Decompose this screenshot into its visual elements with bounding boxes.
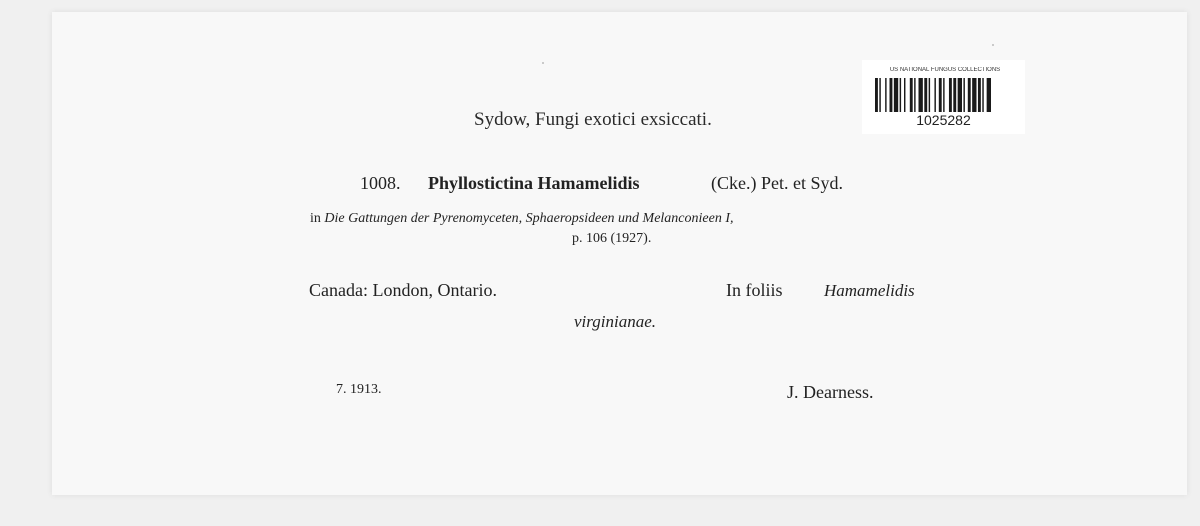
speck	[992, 44, 994, 46]
barcode-bar	[919, 78, 923, 112]
barcode-bar	[949, 78, 952, 112]
barcode-bar	[900, 78, 901, 112]
barcode-bar	[885, 78, 886, 112]
barcode-bar	[924, 78, 927, 112]
barcode-icon	[875, 78, 1013, 112]
barcode-bar	[958, 78, 962, 112]
host-species: virginianae.	[574, 312, 656, 331]
barcode-bar	[953, 78, 956, 112]
barcode-bar	[910, 78, 913, 112]
speck	[542, 62, 544, 64]
barcode-bar	[890, 78, 893, 112]
barcode-bar	[929, 78, 930, 112]
barcode-bar	[939, 78, 942, 112]
barcode-institution: US NATIONAL FUNGUS COLLECTIONS	[889, 67, 1001, 73]
barcode-bar	[914, 78, 915, 112]
barcode-bar	[934, 78, 935, 112]
reference-line-2: p. 106 (1927).	[572, 231, 652, 246]
barcode-bar	[963, 78, 964, 112]
host-genus: Hamamelidis	[824, 281, 915, 300]
collection-date: 7. 1913.	[336, 382, 382, 397]
barcode-bar	[879, 78, 880, 112]
barcode-bar	[978, 78, 981, 112]
reference-line-1	[310, 212, 734, 226]
barcode-label	[862, 60, 1025, 134]
barcode-number: 1025282	[916, 112, 971, 128]
taxon-authors: (Cke.) Pet. et Syd.	[711, 173, 843, 193]
barcode-bar	[968, 78, 971, 112]
collector-name: J. Dearness.	[787, 382, 874, 402]
barcode-bar	[904, 78, 905, 112]
barcode-bar	[972, 78, 976, 112]
barcode-bar	[987, 78, 991, 112]
barcode-bar	[894, 78, 898, 112]
locality: Canada: London, Ontario.	[309, 280, 497, 300]
collection-title: Sydow, Fungi exotici exsiccati.	[474, 109, 712, 130]
taxon-name: Phyllostictina Hamamelidis	[428, 173, 640, 193]
reference-prefix: in	[310, 211, 325, 226]
barcode-bar	[982, 78, 983, 112]
reference-title: Die Gattungen der Pyrenomyceten, Sphaeropsideen und Melanconieen I,	[324, 211, 734, 226]
barcode-bar	[943, 78, 944, 112]
host-prefix: In foliis	[726, 280, 783, 300]
entry-number: 1008.	[360, 173, 401, 193]
barcode-bar	[875, 78, 878, 112]
